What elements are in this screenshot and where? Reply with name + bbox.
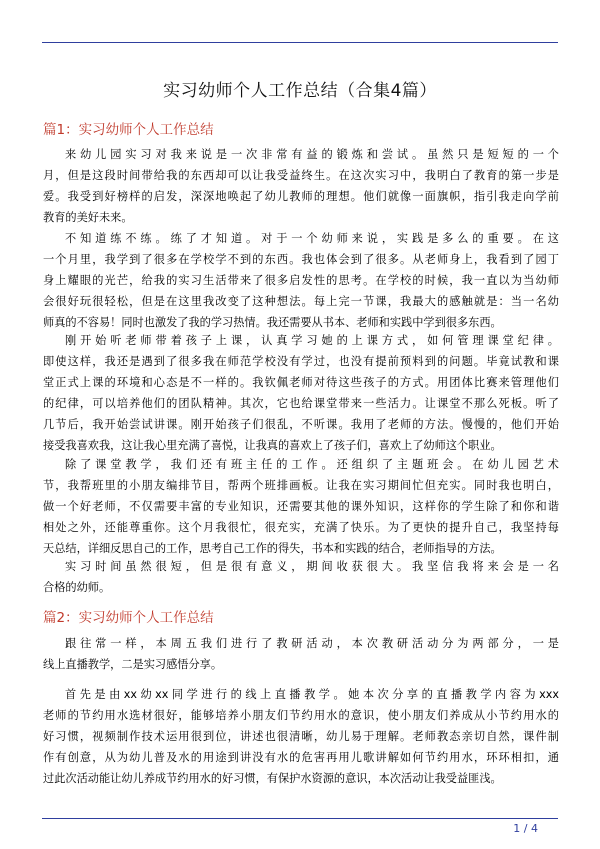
paragraph-line: 实习时间虽然很短，但是很有意义，期间收获很大。我坚信我将来会是一名 — [65, 560, 559, 573]
paragraph-line: 作有创意，从为幼儿普及水的用途到讲没有水的危害再用儿歌讲解如何节约用水，环环相扣，通 — [43, 751, 559, 764]
paragraph-line: 合格的幼师。 — [43, 581, 111, 594]
paragraph — [43, 454, 559, 559]
section-heading-1: 篇1：实习幼师个人工作总结 — [43, 122, 214, 138]
footer-rule — [42, 818, 558, 819]
paragraph — [43, 684, 559, 789]
header-rule — [42, 42, 558, 43]
section-heading-2: 篇2：实习幼师个人工作总结 — [43, 610, 214, 626]
paragraph-line: 节，我帮班里的小朋友编排节目，帮两个班排画板。让我在实习期间忙但充实。同时我也明白， — [43, 479, 559, 492]
paragraph-line: 首先是由xx幼xx同学进行的线上直播教学。她本次分享的直播教学内容为xxx — [65, 688, 559, 701]
paragraph-line: 接受我喜欢我，这让我心里充满了喜悦，让我真的喜欢上了孩子们，喜欢上了幼师这个职业。 — [43, 439, 502, 452]
paragraph — [43, 330, 559, 456]
paragraph-line: 相处之外，还能尊重你。这个月我很忙，很充实，充满了快乐。为了更快的提升自己，我坚持每 — [43, 521, 559, 534]
paragraph-line: 一个月里，我学到了很多在学校学不到的东西。我也体会到了很多。从老师身上，我看到了园丁 — [43, 253, 559, 266]
paragraph-line: 几节后，我开始尝试讲课。刚开始孩子们很乱，不听课。我用了老师的方法。慢慢的，他们开始 — [43, 418, 559, 431]
paragraph-line: 教育的美好未来。 — [43, 211, 133, 224]
paragraph-line: 线上直播教学，二是实习感悟分享。 — [43, 658, 223, 671]
paragraph — [43, 633, 559, 675]
paragraph-line: 堂正式上课的环境和心态是不一样的。我钦佩老师对待这些孩子的方式。用团体比赛来管理他们 — [43, 376, 559, 389]
paragraph-line: 的纪律，可以培养他们的团队精神。其次，它也给课堂带来一些活力。让课堂不那么死板。听了 — [43, 397, 559, 410]
paragraph-line: 跟往常一样，本周五我们进行了教研活动，本次教研活动分为两部分，一是 — [65, 637, 559, 650]
paragraph-line: 身上耀眼的光芒，给我的实习生活带来了很多启发性的思考。在学校的时候，我一直以为当幼师 — [43, 274, 559, 287]
paragraph-line: 过此次活动能让幼儿养成节约用水的好习惯，有保护水资源的意识，本次活动让我受益匪浅。 — [43, 772, 502, 785]
page-number: 1 / 4 — [513, 822, 538, 835]
paragraph-line: 师真的不容易！同时也激发了我的学习热情。我还需要从书本、老师和实践中学到很多东西。 — [43, 316, 502, 329]
paragraph-line: 来幼儿园实习对我来说是一次非常有益的锻炼和尝试。虽然只是短短的一个 — [65, 148, 559, 161]
paragraph-line: 即使这样，我还是遇到了很多我在师范学校没有学过，也没有提前预料到的问题。毕竟试教和课 — [43, 355, 559, 368]
paragraph-line: 不知道练不练。练了才知道。对于一个幼师来说，实践是多么的重要。在这 — [65, 232, 559, 245]
paragraph — [43, 556, 559, 598]
paragraph-line: 除了课堂教学，我们还有班主任的工作。还组织了主题班会。在幼儿园艺术 — [65, 458, 559, 471]
paragraph — [43, 144, 559, 228]
paragraph-line: 天总结，详细反思自己的工作，思考自己工作的得失，书本和实践的结合，老师指导的方法。 — [43, 542, 502, 555]
paragraph-line: 月，但是这段时间带给我的东西却可以让我受益终生。在这次实习中，我明白了教育的第一步是 — [43, 169, 559, 182]
paragraph-line: 好习惯，视频制作技术运用很到位，讲述也很清晰，幼儿易于理解。老师教态亲切自然，课件制 — [43, 730, 559, 743]
paragraph-line: 老师的节约用水选材很好，能够培养小朋友们节约用水的意识，使小朋友们养成从小节约用水的 — [43, 709, 559, 722]
paragraph-line: 刚开始听老师带着孩子上课，认真学习她的上课方式，如何管理课堂纪律。 — [65, 334, 559, 347]
document-title: 实习幼师个人工作总结（合集4篇） — [163, 81, 437, 101]
paragraph-line: 会很好玩很轻松，但是在这里我改变了这种想法。每上完一节课，我最大的感触就是：当一名幼 — [43, 295, 559, 308]
paragraph-line: 爱。我受到好榜样的启发，深深地唤起了幼儿教师的理想。他们就像一面旗帜，指引我走向学前 — [43, 190, 559, 203]
paragraph-line: 做一个好老师，不仅需要丰富的专业知识，还需要其他的课外知识，这样你的学生除了和你和谐 — [43, 500, 559, 513]
paragraph — [43, 228, 559, 333]
